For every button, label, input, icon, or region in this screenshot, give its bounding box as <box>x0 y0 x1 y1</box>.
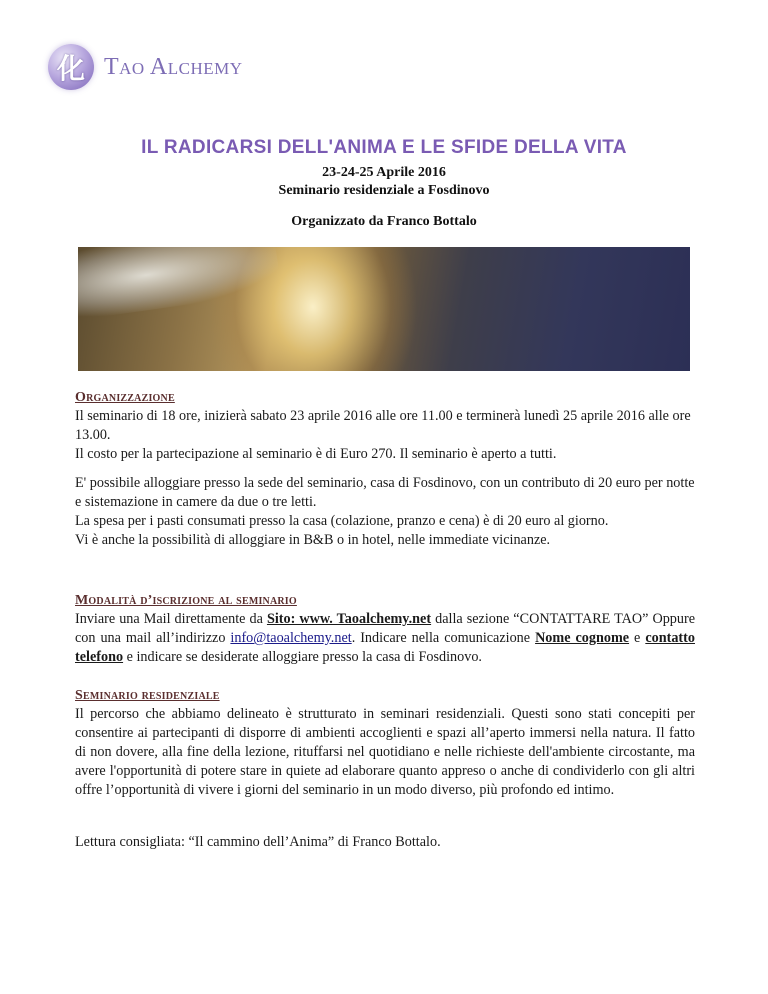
organizer-line: Organizzato da Franco Bottalo <box>291 214 477 229</box>
seminar-dates: 23-24-25 Aprile 2016 <box>322 165 446 180</box>
seminar-type: Seminario residenziale a Fosdinovo <box>278 183 490 198</box>
contatto-telefono: contatto telefono <box>75 630 695 665</box>
heading-residenziale: Seminario residenziale <box>75 688 220 703</box>
sea-shore-photo <box>78 247 690 371</box>
site-link[interactable]: Sito: www. Taoalchemy.net <box>266 611 432 627</box>
org-paragraph-5: Vi è anche la possibilità di alloggiare in B&B o in hotel, nelle immediate vicinanze. <box>75 532 551 548</box>
org-paragraph-2: Il costo per la partecipazione al seminario è di Euro 270. Il seminario è aperto a tutti. <box>75 446 557 462</box>
nome-cognome: Nome cognome <box>535 630 630 646</box>
logo-emblem: 化 <box>48 44 94 90</box>
heading-iscrizione: Modalità d’iscrizione al seminario <box>75 593 297 608</box>
tao-alchemy-logo <box>48 44 243 90</box>
org-paragraph-4: La spesa per i pasti consumati presso la casa (colazione, pranzo e cena) è di 20 euro al giorno. <box>75 513 609 529</box>
section-organizzazione <box>75 388 695 550</box>
email-link[interactable]: info@taoalchemy.net <box>230 630 352 646</box>
page-title: IL RADICARSI DELL'ANIMA E LE SFIDE DELLA VITA <box>141 137 627 158</box>
logo-text: Tao Alchemy <box>104 53 243 80</box>
residenziale-paragraph: Il percorso che abbiamo delineato è strutturato in seminari residenziali. Questi sono stati concepiti per consentire ai partecipanti di disporre di ambienti accoglienti e spazi all’aperto immersi nella natura. Il fatto di non dovere, alla fine della lezione, rituffarsi nel quotidiano e nelle richieste dell'ambiente circostante, ma avere l'opportunità di potere stare in quiete ad elaborare quanto appreso o anche di condividerlo con gli altri offre l’opportunità di vivere i giorni del seminario in un modo diverso, più profondo ed intimo. <box>75 706 695 798</box>
org-paragraph-3: E' possibile alloggiare presso la sede del seminario, casa di Fosdinovo, con un contributo di 20 euro per notte e sistemazione in camere da due o tre letti. <box>75 475 695 510</box>
photo-surf <box>78 247 282 322</box>
iscrizione-text-3: . Indicare nella comunicazione <box>351 630 536 646</box>
heading-organizzazione: Organizzazione <box>75 390 175 405</box>
iscrizione-text-4: e <box>629 630 646 646</box>
iscrizione-paragraph <box>75 610 695 667</box>
iscrizione-text-2: dalla sezione “CONTATTARE TAO” Oppure con una mail all’indirizzo <box>75 611 696 646</box>
section-residenziale <box>75 686 695 800</box>
org-paragraph-1: Il seminario di 18 ore, inizierà sabato 23 aprile 2016 alle ore 11.00 e terminerà lunedì 25 aprile 2016 alle ore 13.00. <box>75 408 691 443</box>
iscrizione-text-1: Inviare una Mail direttamente da <box>75 611 267 627</box>
section-iscrizione <box>75 591 695 667</box>
lettura-consigliata: Lettura consigliata: “Il cammino dell’Anima” di Franco Bottalo. <box>75 834 441 850</box>
iscrizione-text-5: e indicare se desiderate alloggiare presso la casa di Fosdinovo. <box>123 649 482 665</box>
